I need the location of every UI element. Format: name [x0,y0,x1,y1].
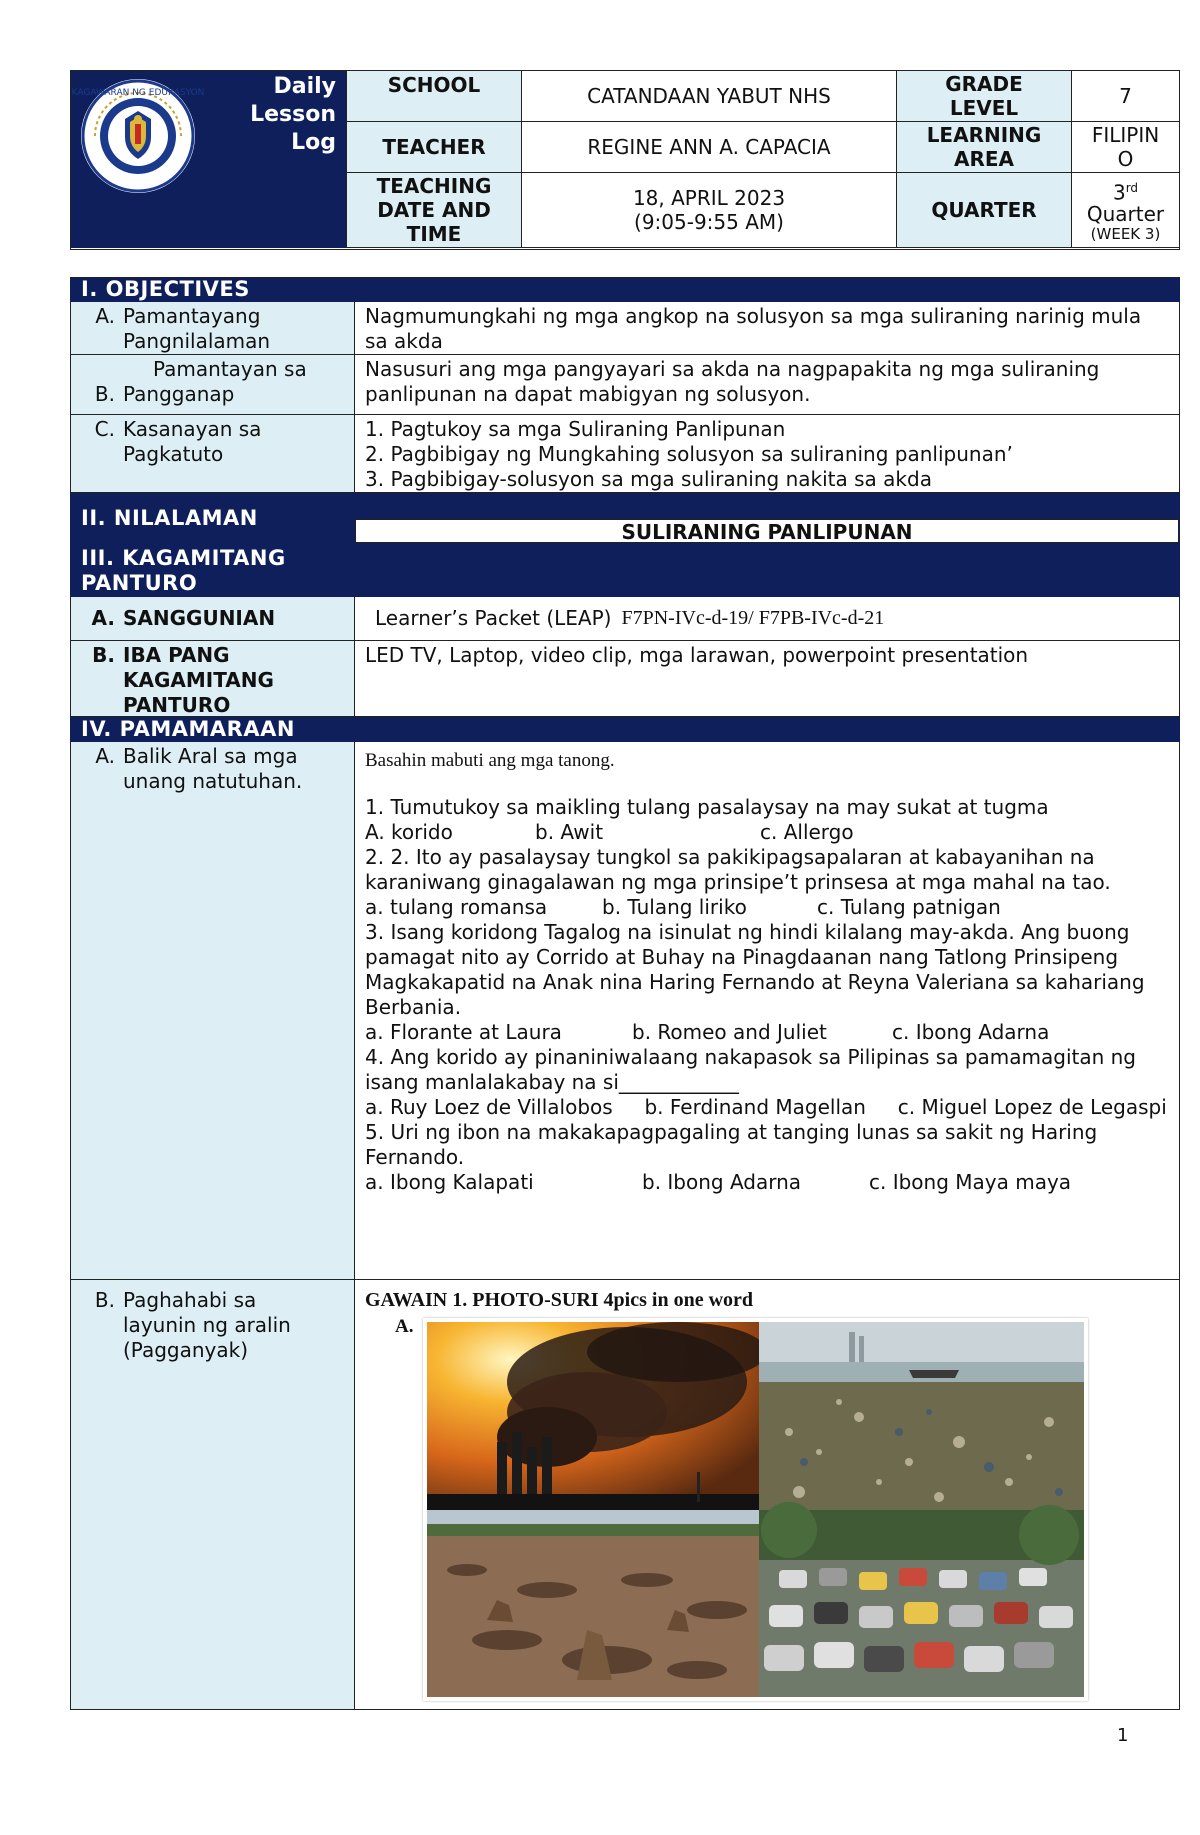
balik-aral-content [355,742,1180,1280]
date-line: 18, APRIL 2023 [632,186,786,210]
objective-a-label-cell [70,302,355,355]
grade-level-value: 7 [1071,71,1179,122]
gawain-title: GAWAIN 1. PHOTO-SURI 4pics in one word [365,1289,754,1311]
objectives-header-fill [355,278,1180,302]
pamamaraan-header-fill [355,717,1180,742]
nilalaman-cell [355,493,1180,545]
paghahabi-label-cell [70,1280,355,1710]
objective-c-row [70,415,1180,493]
question-1-options [365,820,1169,845]
question-4-options: a. Ruy Loez de Villalobos b. Ferdinand Magellan c. Miguel Lopez de Legaspi [365,1095,1167,1119]
option: c. Ibong Adarna [892,1020,1050,1044]
objectives-heading: I. OBJECTIVES [70,278,355,302]
question-5: 5. Uri ng ibon na makakapagpagaling at tanging lunas sa sakit ng Haring Fernando. [365,1120,1098,1169]
header-table [70,70,1180,250]
iba-pang-kagamitan-row [70,641,1180,717]
paghahabi-label: Paghahabi sa layunin ng aralin [123,1288,291,1337]
list-item: 3. Pagbibigay-solusyon sa mga suliraning nakita sa akda [365,467,932,491]
objective-a-letter: A. [95,304,115,328]
objective-b-label-line2: Pangganap [123,382,235,406]
sanggunian-text: Learner’s Packet (LEAP) [375,606,612,630]
air-pollution-photo [427,1322,759,1510]
question-2: 2. 2. Ito ay pasalaysay tungkol sa pakikipagsapalaran at kabayanihan na karaniwang ginagalawan ng mga prinsipe’t prinsesa at mga mahal na tao. [365,845,1111,894]
option: b. Romeo and Juliet [632,1020,827,1044]
question-5-options [365,1170,1169,1195]
kagamitan-heading: III. KAGAMITANG PANTURO [70,545,355,597]
sanggunian-letter: A. [91,606,115,630]
deped-seal-icon [71,79,205,193]
objective-b-letter: B. [94,382,115,406]
kagamitan-header-row [70,545,1180,597]
daily-lesson-log-title [250,73,336,157]
question-1: 1. Tumutukoy sa maikling tulang pasalaysay na may sukat at tugma [365,795,1049,819]
teaching-date-value [521,173,896,248]
objective-b-text: Nasusuri ang mga pangyayari sa akda na nagpapakita ng mga suliraning panlipunan na dapat mabigyan ng solusyon. [355,355,1180,415]
seal-text: KAGAWARAN NG EDUKASYON [71,88,205,98]
question-3-options [365,1020,1169,1045]
time-line: (9:05-9:55 AM) [634,210,784,234]
objective-b-row [70,355,1180,415]
title-line-2: Lesson [250,102,336,127]
page-number: 1 [1117,1725,1129,1746]
option: A. korido [365,820,453,844]
nilalaman-row [70,493,1180,545]
iba-pang-letter: B. [92,643,115,667]
objective-a-text: Nagmumungkahi ng mga angkop na solusyon sa mga suliraning narinig mula sa akda [355,302,1180,355]
paghahabi-row [70,1280,1180,1710]
quiz-instruction: Basahin mabuti ang mga tanong. [365,750,615,771]
option: b. Awit [535,820,604,844]
option: a. Ibong Kalapati [365,1170,534,1194]
competency-code: F7PN-IVc-d-19/ F7PB-IVc-d-21 [621,607,885,629]
deforestation-photo [427,1510,759,1697]
option: c. Tulang patnigan [817,895,1001,919]
objective-c-list [355,415,1180,493]
option: a. Florante at Laura [365,1020,562,1044]
list-item: 2. Pagbibigay ng Mungkahing solusyon sa suliraning panlipunan’ [365,442,1013,466]
pamamaraan-heading: IV. PAMAMARAAN [70,717,355,742]
teacher-value: REGINE ANN A. CAPACIA [521,122,896,173]
title-line-1: Daily [273,74,336,99]
sanggunian-label-cell [70,597,355,641]
iba-pang-label-cell [70,641,355,717]
option: a. tulang romansa [365,895,548,919]
objective-c-label: Kasanayan sa Pagkatuto [123,417,262,466]
title-line-3: Log [291,130,336,155]
balik-aral-letter: A. [95,744,115,768]
balik-aral-row [70,742,1180,1280]
quarter-number: 3rd [1112,180,1139,205]
sanggunian-label: SANGGUNIAN [123,606,276,630]
topic-title: SULIRANING PANLIPUNAN [355,519,1179,543]
option: c. Allergo [760,820,854,844]
objective-c-letter: C. [94,417,115,441]
kagamitan-header-fill [355,545,1180,597]
iba-pang-label: IBA PANG KAGAMITANG PANTURO [123,643,274,717]
balik-aral-label-cell [70,742,355,1280]
iba-pang-text: LED TV, Laptop, video clip, mga larawan, powerpoint presentation [355,641,1180,717]
sanggunian-text-cell [355,597,1180,641]
objectives-header-row [70,277,1180,302]
paghahabi-content [355,1280,1180,1710]
photo-grid [423,1318,1088,1701]
objective-a-row [70,302,1180,355]
objective-c-label-cell [70,415,355,493]
traffic-photo [759,1510,1084,1697]
pamamaraan-header-row [70,717,1180,742]
sanggunian-row [70,597,1180,641]
paghahabi-letter: B. [94,1288,115,1312]
objective-a-label: Pamantayang Pangnilalaman [123,304,271,353]
nilalaman-heading: II. NILALAMAN [70,493,355,545]
quarter-value [1071,173,1179,248]
question-3: 3. Isang koridong Tagalog na isinulat ng hindi kilalang may-akda. Ang buong pamagat nito ay Corrido at Buhay na Pinagdaanan nang Tatlong Prinsipeng Magkakapatid na Anak nina Haring Fernando at Reyna Valeriana sa kahariang Berbania. [365,920,1145,1019]
quarter-label: QUARTER [896,173,1071,248]
school-value: CATANDAAN YABUT NHS [521,71,896,122]
option: c. Ibong Maya maya [869,1170,1072,1194]
learning-area-label: LEARNING AREA [896,122,1071,173]
teacher-label: TEACHER [346,122,521,173]
paghahabi-sublabel: (Pagganyak) [123,1338,249,1362]
objective-b-label-cell [70,355,355,415]
question-4: 4. Ang korido ay pinaniniwalaang nakapasok sa Pilipinas sa pamamagitan ng isang manlalakabay na si____________ [365,1045,1136,1094]
quarter-word: Quarter [1086,202,1165,227]
water-pollution-photo [759,1322,1084,1510]
question-2-options [365,895,1169,920]
list-item: 1. Pagtukoy sa mga Suliraning Panlipunan [365,417,786,441]
gawain-letter: A. [395,1316,414,1337]
teaching-date-label: TEACHING DATE AND TIME [346,173,521,248]
objective-b-label-line1: Pamantayan sa [153,357,307,381]
grade-level-label: GRADE LEVEL [896,71,1071,122]
quarter-week: (WEEK 3) [1090,225,1161,244]
option: b. Ibong Adarna [642,1170,802,1194]
learning-area-value: FILIPINO [1071,122,1179,173]
option: b. Tulang liriko [602,895,747,919]
header-brand-cell [71,71,346,248]
balik-aral-label: Balik Aral sa mga unang natutuhan. [123,744,303,793]
school-label: SCHOOL [346,71,521,122]
